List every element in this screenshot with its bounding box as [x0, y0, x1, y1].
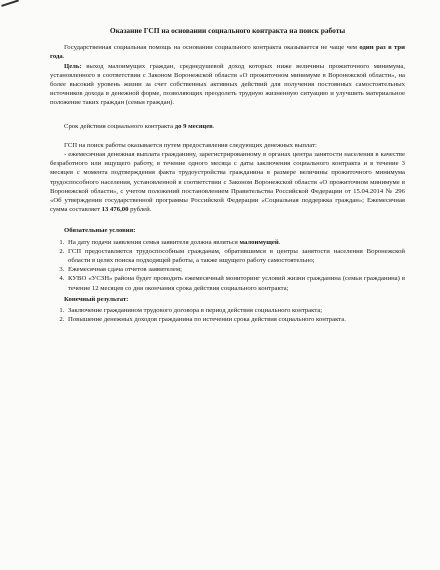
condition-end: . — [278, 238, 281, 246]
pen-mark — [1, 0, 21, 13]
term-text: Срок действия социального контракта — [64, 122, 175, 130]
condition-bold: малоимущей — [239, 238, 279, 246]
goal-paragraph — [50, 62, 405, 108]
document-content — [50, 26, 405, 324]
result-heading: Конечный результат: — [64, 295, 129, 303]
condition-text: Ежемесячная сдача отчетов заявителем; — [68, 266, 182, 274]
conditions-list — [50, 238, 405, 293]
goal-label: Цель: — [64, 62, 82, 70]
conditions-heading: Обязательные условия: — [64, 227, 136, 235]
frequency-bold: один раз в три года — [50, 44, 405, 61]
payment-amount: 13 476,00 — [101, 206, 129, 214]
frequency-end: . — [62, 53, 65, 61]
result-list — [50, 306, 405, 324]
goal-text: выход малоимущих граждан, среднедушевой доход которых ниже величины прожиточного минимума, установленного в соответствии с Законом Воронежской области «О прожиточном минимуме в Воронежской области», на более высокий уровень жизни за счет собственных активных действий для получения постоянных самостоятельных источников дохода в денежной форме, позволяющих преодолеть трудную жизненную ситуацию и улучшить материальное положение таких граждан (семьи граждан). — [50, 62, 405, 107]
list-item: 1. Заключение гражданином трудового договора в период действия социального контракта; — [66, 306, 405, 315]
payments-text: - ежемесячная денежная выплата гражданину, зарегистрированному в органах центра занятости населения в качестве безработного или ищущего работу, в течение одного месяца с даты заключения социального контракта и в течение 3 месяцев с момента подтверждения факта трудоустройства гражданина в размере величины прожиточного минимума трудоспособного населения, установленной в соответствии с Законом Воронежской области «О прожиточном минимуме в Воронежской области», с учетом положений постановлением Правительства Российской Федерации от 15.04.2014 № 296 «Об утверждении государственной программы Российской Федерации «Социальная поддержка граждан»; Ежемесячная сумма составляет — [50, 151, 405, 214]
term-paragraph — [50, 122, 405, 131]
condition-text: На дату подачи заявления семья заявителя должна являться — [68, 238, 240, 246]
list-item — [66, 238, 405, 247]
frequency-paragraph — [50, 43, 405, 61]
list-item — [66, 265, 405, 274]
list-item — [66, 274, 405, 292]
payments-paragraph — [50, 150, 405, 214]
payments-intro: ГСП на поиск работы оказывается путем предоставления следующих денежных выплат: — [64, 141, 317, 149]
list-item — [66, 247, 405, 265]
condition-text: ГСП предоставляется трудоспособным гражданам, обратившимся в центры занятости населения Воронежской области в целях поиска подходящей работы, а также ищущего работу самостоятельно; — [68, 247, 405, 265]
list-item: 2. Повышение денежных доходов гражданина по истечении срока действия социального контракта. — [66, 315, 405, 324]
payment-unit: рублей. — [128, 206, 152, 214]
frequency-text: Государственная социальная помощь на основании социального контракта оказывается не чаще чем — [64, 44, 360, 52]
condition-text: КУВО «УСЗН» района будет проводить ежемесячный мониторинг условий жизни гражданина (семьи гражданина) в течение 12 месяцев со дня окончания срока действия социального контракта; — [68, 275, 405, 292]
term-bold: до 9 месяцев — [174, 122, 213, 130]
term-end: . — [212, 122, 215, 130]
document-title: Оказание ГСП на основании социального контракта на поиск работы — [109, 26, 346, 35]
